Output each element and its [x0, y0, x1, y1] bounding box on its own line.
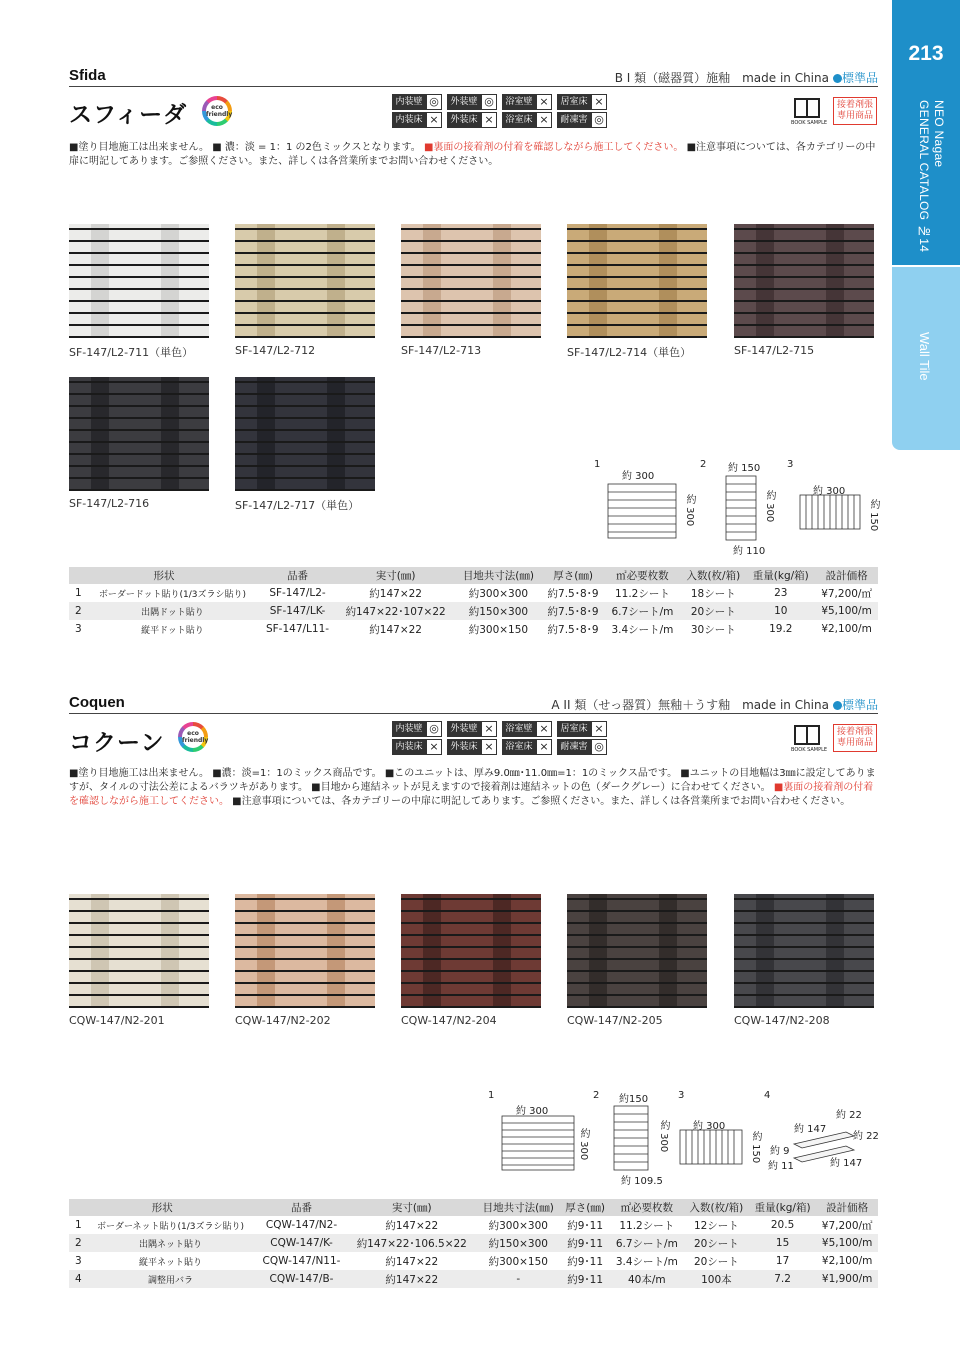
usage-label: 内装壁	[392, 721, 426, 737]
page-number: 213	[908, 42, 944, 65]
table-cell: 3	[75, 1255, 82, 1267]
usage-item	[502, 94, 554, 110]
usage-mark: ×	[591, 94, 607, 110]
usage-item	[447, 739, 499, 755]
diagram-height: 約 150	[750, 1131, 761, 1164]
usage-label: 居室床	[557, 94, 591, 110]
table-header: ㎡必要枚数	[610, 1199, 684, 1216]
table-cell: 10	[746, 602, 815, 620]
table-row	[69, 1216, 878, 1234]
table-cell: 縦平ドット貼り	[141, 625, 204, 636]
usage-label: 内装床	[392, 112, 426, 128]
diagram-height: 約 300	[684, 494, 695, 527]
usage-item	[557, 721, 609, 737]
tile-swatch[interactable]	[69, 224, 209, 338]
book-sample-icon: BOOK SAMPLE	[791, 725, 823, 755]
table-cell: 約147×22･106.5×22	[348, 1234, 476, 1252]
adhesive-only-badge: 接着剤張専用商品	[833, 724, 877, 752]
table-cell: ¥2,100/m	[821, 623, 872, 635]
diagram-label: 約 147	[830, 1158, 863, 1169]
usage-item	[392, 94, 444, 110]
table-cell: ¥7,200/㎡	[821, 587, 872, 600]
table-header: 厚さ(㎜)	[561, 1199, 610, 1216]
table-cell: 2	[69, 602, 86, 620]
sfida-title-jp: スフィーダ	[69, 102, 188, 128]
usage-item	[392, 739, 444, 755]
table-cell: 約7.5･8･9	[542, 602, 605, 620]
table-cell: 20シート	[684, 1234, 749, 1252]
table-cell: 30シート	[690, 623, 736, 636]
table-header: 目地共寸法(㎜)	[476, 1199, 561, 1216]
usage-label: 耐凍害	[557, 112, 591, 128]
table-cell: SF-147/L2-	[269, 587, 326, 599]
table-cell: ¥7,200/㎡	[821, 1219, 873, 1232]
usage-item	[502, 721, 554, 737]
table-cell: 11.2シート	[619, 1219, 675, 1232]
coquen-classification: A II 類（せっ器質）無釉＋うす釉 made in China 標準品	[551, 698, 878, 712]
tile-swatch[interactable]	[235, 377, 375, 491]
table-cell: 23	[774, 587, 788, 599]
tile-swatch[interactable]	[69, 894, 209, 1008]
table-cell: 1	[75, 1219, 82, 1231]
usage-item	[447, 112, 499, 128]
tile-swatch-label: CQW-147/N2-201	[69, 1014, 165, 1027]
table-cell: CQW-147/B-	[255, 1270, 347, 1288]
table-cell: 約9･11	[561, 1270, 610, 1288]
diagram-4-bar	[790, 1124, 863, 1170]
coquen-spec-table	[69, 1199, 878, 1288]
diagram-height: 約 300	[578, 1128, 589, 1161]
usage-mark: ◎	[426, 721, 442, 737]
diagram-width: 約 300	[622, 471, 655, 482]
usage-mark: ×	[481, 112, 497, 128]
diagram-number: 3	[678, 1090, 685, 1101]
table-cell: 20シート	[693, 1255, 739, 1268]
usage-item	[447, 94, 499, 110]
diagram-number: 1	[488, 1090, 495, 1101]
catalog-name: NEO Nagae GENERAL CATALOG №14	[917, 100, 946, 253]
table-row	[69, 1252, 878, 1270]
table-cell: 約300×300	[488, 1219, 548, 1232]
usage-grid	[392, 721, 609, 755]
usage-mark: ◎	[481, 94, 497, 110]
table-row	[69, 620, 878, 638]
tile-swatch-label: SF-147/L2-717（単色）	[235, 499, 360, 512]
usage-label: 浴室壁	[502, 94, 536, 110]
table-row	[69, 1234, 878, 1252]
usage-mark: ◎	[591, 112, 607, 128]
diagram-number: 1	[594, 459, 601, 470]
table-header: 重量(kg/箱)	[746, 567, 815, 584]
diagram-label: 約 22	[853, 1131, 879, 1142]
table-header: 設計価格	[816, 1199, 878, 1216]
usage-label: 外装壁	[447, 721, 481, 737]
diagram-number: 2	[700, 459, 707, 470]
table-cell: CQW-147/N11-	[262, 1255, 341, 1267]
standard-dot-icon	[833, 701, 842, 710]
tile-swatch-label: SF-147/L2-715	[734, 344, 815, 357]
usage-label: 外装床	[447, 112, 481, 128]
table-cell: 約7.5･8･9	[547, 587, 599, 600]
table-cell: ¥2,100/m	[821, 1255, 873, 1267]
category-label: Wall Tile	[917, 332, 932, 381]
coquen-title-en: Coquen	[69, 694, 125, 711]
diagram-label: 約 9	[770, 1146, 790, 1157]
table-cell: 7.2	[749, 1270, 816, 1288]
tile-swatch-label: CQW-147/N2-204	[401, 1014, 497, 1027]
diagram-width: 約150	[619, 1094, 649, 1105]
table-header: 形状	[69, 567, 259, 584]
tile-swatch[interactable]	[734, 894, 874, 1008]
catalog-tab	[892, 0, 960, 265]
eco-friendly-icon: eco friendly	[178, 722, 208, 752]
table-cell: 約9･11	[567, 1255, 604, 1268]
table-cell: ¥5,100/m	[816, 1234, 878, 1252]
usage-label: 浴室床	[502, 112, 536, 128]
usage-item	[557, 112, 609, 128]
usage-mark: ×	[481, 739, 497, 755]
usage-item	[502, 112, 554, 128]
standard-dot-icon	[833, 74, 842, 83]
diagram-height: 約 300	[764, 490, 775, 523]
table-cell: 出隅ネット貼り	[86, 1234, 256, 1252]
diagram-1-unit	[500, 1114, 578, 1172]
tile-swatch-label: SF-147/L2-714（単色）	[567, 346, 692, 359]
tile-swatch[interactable]	[401, 894, 541, 1008]
usage-label: 外装壁	[447, 94, 481, 110]
table-header: ㎡必要枚数	[605, 567, 681, 584]
usage-mark: ×	[481, 721, 497, 737]
table-cell: 3.4シート/m	[611, 623, 674, 636]
table-cell: 4	[69, 1270, 86, 1288]
table-cell: 2	[69, 1234, 86, 1252]
diagram-label: 約 147	[794, 1124, 827, 1135]
table-cell: 約300×150	[468, 623, 529, 636]
diagram-3-unit	[678, 1128, 746, 1166]
table-cell: 約147×22	[348, 1270, 476, 1288]
diagram-label: 約 22	[836, 1110, 862, 1121]
table-cell: 19.2	[769, 623, 793, 635]
usage-mark: ×	[536, 739, 552, 755]
table-header: 厚さ(㎜)	[542, 567, 605, 584]
table-cell: 約147×22	[385, 1255, 439, 1268]
table-cell: 6.7シート/m	[610, 1234, 684, 1252]
usage-label: 内装壁	[392, 94, 426, 110]
table-cell: 約147×22･107×22	[336, 602, 455, 620]
table-cell: SF-147/LK-	[259, 602, 336, 620]
table-header: 目地共寸法(㎜)	[455, 567, 541, 584]
diagram-number: 4	[764, 1090, 771, 1101]
table-header: 実寸(㎜)	[348, 1199, 476, 1216]
diagram-bottom: 約 109.5	[621, 1176, 663, 1187]
table-cell: ボーダードット貼り(1/3ズラシ貼り)	[98, 589, 247, 600]
table-cell: 20シート	[680, 602, 746, 620]
table-cell: 12シート	[693, 1219, 739, 1232]
diagram-height: 約 300	[658, 1120, 669, 1153]
diagram-width: 約 300	[693, 1121, 726, 1132]
table-row	[69, 1270, 878, 1288]
tile-swatch-label: SF-147/L2-711（単色）	[69, 346, 194, 359]
usage-mark: ×	[426, 739, 442, 755]
table-cell: 調整用バラ	[86, 1270, 256, 1288]
usage-item	[502, 739, 554, 755]
tile-swatch-label: CQW-147/N2-202	[235, 1014, 331, 1027]
table-cell: 出隅ドット貼り	[86, 602, 259, 620]
table-header: 設計価格	[815, 567, 878, 584]
usage-mark: ×	[536, 112, 552, 128]
usage-item	[557, 94, 609, 110]
table-cell: 100本	[684, 1270, 749, 1288]
table-cell: CQW-147/K-	[255, 1234, 347, 1252]
table-header: 品番	[255, 1199, 347, 1216]
diagram-2-unit	[722, 474, 762, 542]
table-header: 実寸(㎜)	[336, 567, 455, 584]
diagram-bottom: 約 110	[733, 546, 766, 557]
usage-label: 浴室床	[502, 739, 536, 755]
table-cell: 11.2シート	[614, 587, 670, 600]
table-cell: 約147×22	[369, 587, 422, 600]
diagram-number: 2	[593, 1090, 600, 1101]
tile-swatch[interactable]	[235, 224, 375, 338]
table-cell: SF-147/L11-	[265, 623, 330, 635]
section-divider	[69, 713, 878, 714]
table-cell: 18シート	[690, 587, 736, 600]
category-tab[interactable]	[892, 267, 960, 450]
diagram-label: 約 11	[768, 1161, 794, 1172]
table-header: 入数(枚/箱)	[680, 567, 746, 584]
usage-label: 外装床	[447, 739, 481, 755]
tile-swatch[interactable]	[69, 377, 209, 491]
table-cell: 約300×150	[488, 1255, 548, 1268]
usage-label: 浴室壁	[502, 721, 536, 737]
tile-swatch[interactable]	[235, 894, 375, 1008]
table-cell: 約300×300	[468, 587, 529, 600]
table-cell: 20.5	[770, 1219, 795, 1231]
usage-label: 居室床	[557, 721, 591, 737]
diagram-height: 約 150	[868, 499, 879, 532]
tile-swatch-label: CQW-147/N2-208	[734, 1014, 830, 1027]
usage-label: 内装床	[392, 739, 426, 755]
diagram-width: 約 300	[516, 1106, 549, 1117]
usage-mark: ×	[536, 721, 552, 737]
section-divider	[69, 86, 878, 87]
tile-swatch[interactable]	[734, 224, 874, 338]
usage-item	[447, 721, 499, 737]
table-header: 入数(枚/箱)	[684, 1199, 749, 1216]
table-cell: 6.7シート/m	[605, 602, 681, 620]
sfida-spec-table	[69, 567, 878, 638]
usage-mark: ◎	[426, 94, 442, 110]
table-cell: 約9･11	[561, 1234, 610, 1252]
table-cell: 40本/m	[610, 1270, 684, 1288]
usage-item	[557, 739, 609, 755]
table-cell: 15	[749, 1234, 816, 1252]
table-row	[69, 602, 878, 620]
sfida-title-en: Sfida	[69, 67, 106, 84]
tile-swatch-label: SF-147/L2-712	[235, 344, 316, 357]
table-cell: 約147×22	[385, 1219, 439, 1232]
adhesive-only-badge: 接着剤張専用商品	[833, 97, 877, 125]
diagram-width: 約 300	[813, 486, 846, 497]
usage-grid	[392, 94, 609, 128]
table-cell: 3.4シート/m	[615, 1255, 678, 1268]
tile-swatch-label: SF-147/L2-716	[69, 497, 150, 510]
table-header: 品番	[259, 567, 336, 584]
diagram-number: 3	[787, 459, 794, 470]
table-cell: 1	[75, 587, 82, 599]
tile-swatch-label: SF-147/L2-713	[401, 344, 482, 357]
table-cell: 17	[775, 1255, 790, 1267]
table-cell: 約150×300	[476, 1234, 561, 1252]
table-header: 形状	[69, 1199, 255, 1216]
table-cell: CQW-147/N2-	[265, 1219, 338, 1231]
table-cell: 約7.5･8･9	[547, 623, 599, 636]
table-cell: 約9･11	[567, 1219, 604, 1232]
table-cell: 約147×22	[369, 623, 422, 636]
usage-mark: ×	[536, 94, 552, 110]
table-cell: 縦平ネット貼り	[138, 1257, 202, 1268]
table-cell: ¥5,100/m	[815, 602, 878, 620]
tile-swatch-label: CQW-147/N2-205	[567, 1014, 663, 1027]
diagram-3-unit	[798, 493, 864, 531]
coquen-notes: ■塗り目地施工は出来ません。 ■濃：淡=1：1のミックス商品です。 ■このユニットは、厚み9.0㎜･11.0㎜=1：1のミックス品です。 ■ユニットの目地幅は3㎜に設定してありますが、タイルの寸法公差によるバラツキがあります。 ■目地から連結ネットが見えますので接着剤は連結ネットの色（ダークグレー）に合わせてください。 ■裏面の接着剤の付着を確認しながら施工してください。 ■注意事項については、各カテゴリーの中扉に明記してあります。ご参照ください。また、詳しくは各営業所までお問い合わせください。	[69, 768, 876, 807]
diagram-2-unit	[610, 1104, 654, 1172]
usage-mark: ◎	[591, 739, 607, 755]
tile-swatch[interactable]	[567, 894, 707, 1008]
coquen-title-jp: コクーン	[69, 730, 165, 756]
eco-friendly-icon: eco friendly	[202, 96, 232, 126]
usage-label: 耐凍害	[557, 739, 591, 755]
usage-item	[392, 112, 444, 128]
diagram-1-unit	[606, 480, 684, 542]
table-cell: -	[476, 1270, 561, 1288]
table-header: 重量(kg/箱)	[749, 1199, 816, 1216]
table-cell: ボーダーネット貼り(1/3ズラシ貼り)	[96, 1221, 244, 1232]
table-cell: 約150×300	[455, 602, 541, 620]
usage-mark: ×	[426, 112, 442, 128]
usage-mark: ×	[591, 721, 607, 737]
table-row	[69, 584, 878, 602]
sfida-classification: B I 類（磁器質）施釉 made in China 標準品	[614, 71, 878, 85]
tile-swatch[interactable]	[401, 224, 541, 338]
table-cell: ¥1,900/m	[816, 1270, 878, 1288]
usage-item	[392, 721, 444, 737]
tile-swatch[interactable]	[567, 224, 707, 338]
diagram-width: 約 150	[728, 463, 761, 474]
book-sample-icon: BOOK SAMPLE	[791, 98, 823, 128]
table-cell: 3	[75, 623, 82, 635]
sfida-notes: ■塗り目地施工は出来ません。 ■ 濃：淡 = 1：1 の2色ミックスとなります。 ■裏面の接着剤の付着を確認しながら施工してください。 ■注意事項については、各カテゴリーの中扉に明記してあります。ご参照ください。また、詳しくは各営業所までお問い合わせください。	[69, 142, 876, 167]
